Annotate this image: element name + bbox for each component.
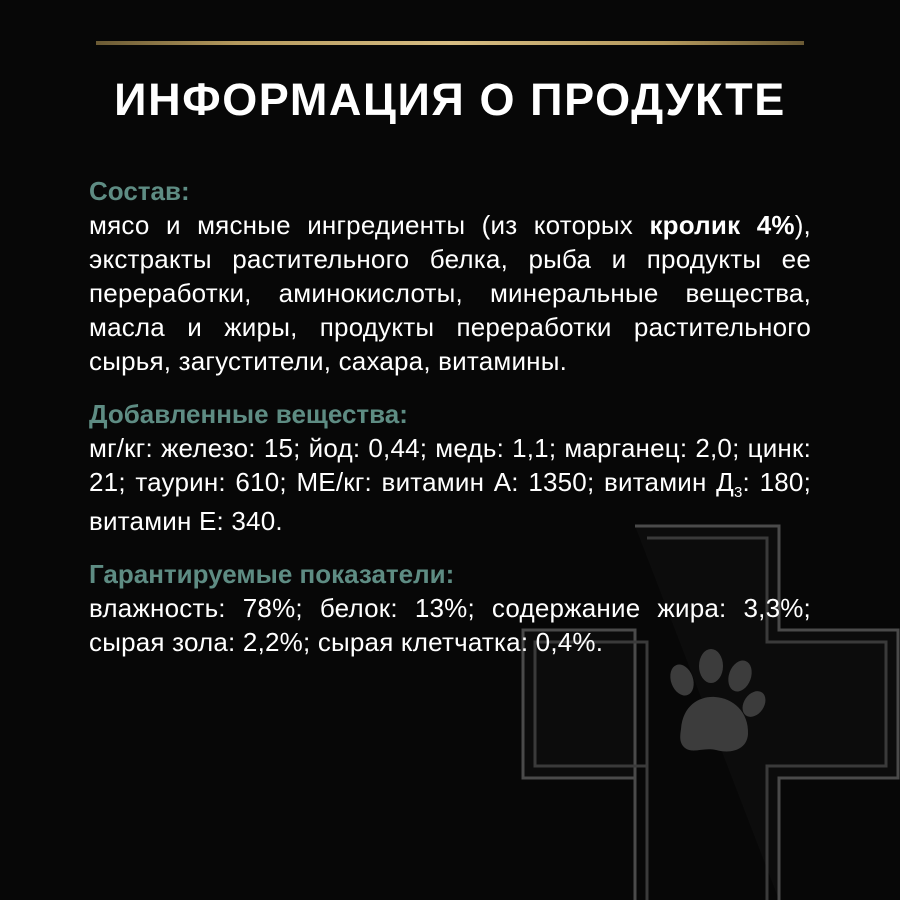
composition-text-start: мясо и мясные ингредиенты (из которых <box>89 210 650 240</box>
additives-text-end: : 180; витамин Е: 340. <box>89 467 811 536</box>
additives-section <box>89 397 811 538</box>
page-title: ИНФОРМАЦИЯ О ПРОДУКТЕ <box>114 74 786 125</box>
composition-highlight: кролик 4% <box>649 210 795 240</box>
guaranteed-section <box>89 557 811 659</box>
composition-section <box>89 174 811 378</box>
guaranteed-heading: Гарантируемые показатели: <box>89 559 455 589</box>
additives-text <box>89 431 811 538</box>
additives-text-start: мг/кг: железо: 15; йод: 0,44; медь: 1,1; марганец: 2,0; цинк: 21; таурин: 610; МЕ/кг: витамин А: 1350; витамин Д <box>89 433 811 497</box>
composition-heading: Состав: <box>89 176 190 206</box>
guaranteed-text: влажность: 78%; белок: 13%; содержание жира: 3,3%; сырая зола: 2,2%; сырая клетчатка: 0,4%. <box>89 593 811 657</box>
composition-text-end: ), экстракты растительного белка, рыба и продукты ее переработки, аминокислоты, минеральные вещества, масла и жиры, продукты переработки растительного сырья, загустители, сахара, витамины. <box>89 210 811 376</box>
additives-heading: Добавленные вещества: <box>89 399 408 429</box>
gold-divider <box>96 41 804 45</box>
vitamin-d-subscript: 3 <box>734 484 743 501</box>
composition-text <box>89 208 811 378</box>
product-info <box>89 174 811 659</box>
